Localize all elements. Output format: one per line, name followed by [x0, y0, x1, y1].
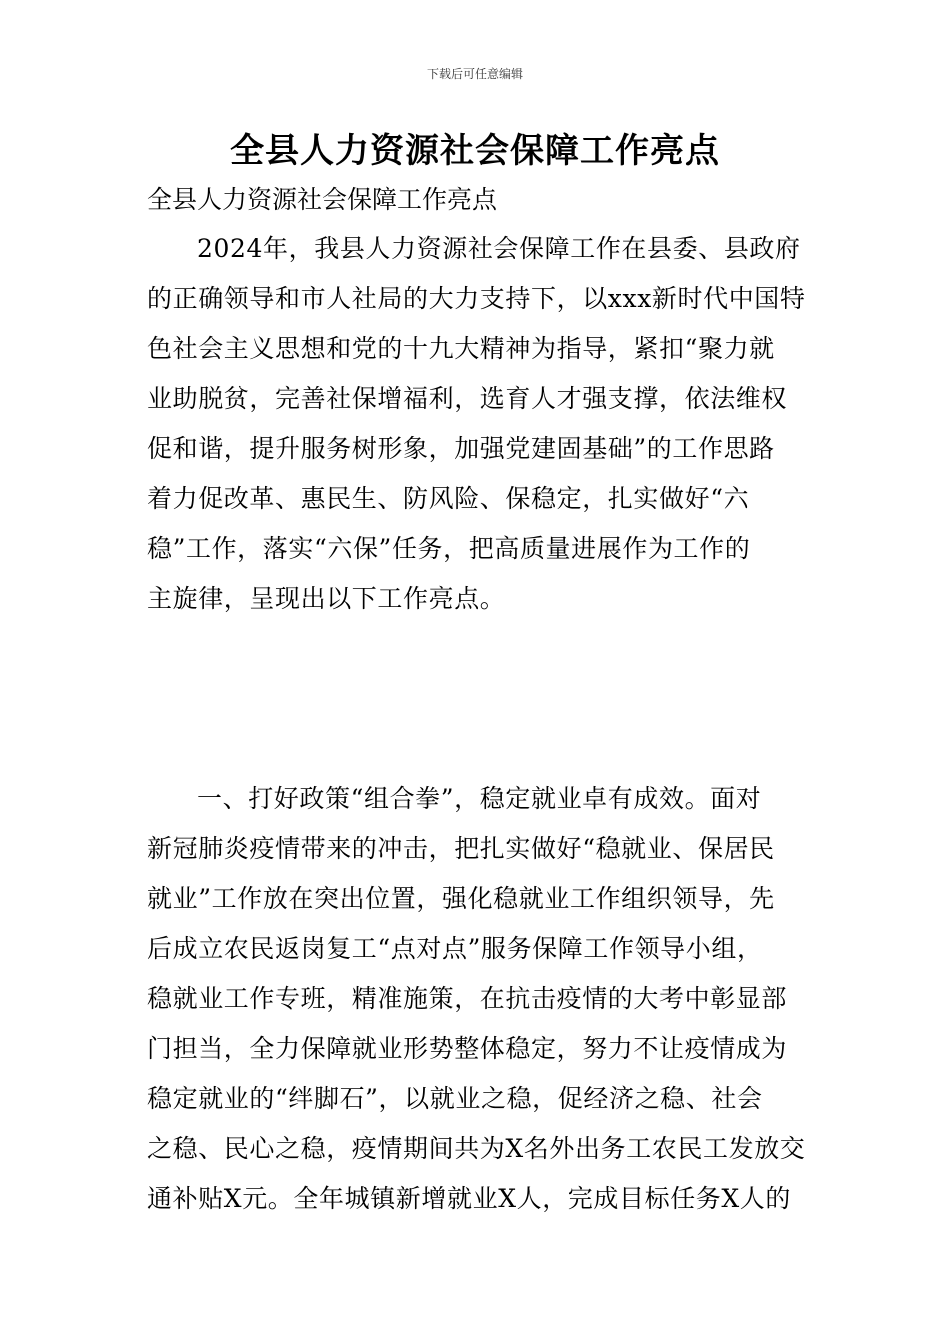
paragraph-line: 后成立农民返岗复工“点对点”服务保障工作领导小组，	[147, 934, 763, 963]
paragraph-line: 业助脱贫，完善社保增福利，选育人才强支撑，依法维权	[147, 384, 788, 413]
paragraph-intro	[147, 224, 806, 624]
paragraph-line: 着力促改革、惠民生、防风险、保稳定，扎实做好“六	[147, 484, 750, 513]
paragraph-line: 的正确领导和市人社局的大力支持下，以xxx新时代中国特	[147, 284, 806, 313]
document-subtitle: 全县人力资源社会保障工作亮点	[147, 185, 498, 214]
paragraph-line: 一、打好政策“组合拳”，稳定就业卓有成效。面对	[197, 784, 762, 813]
paragraph-line: 之稳、民心之稳，疫情期间共为X名外出务工农民工发放交	[147, 1134, 806, 1163]
paragraph-line: 门担当，全力保障就业形势整体稳定，努力不让疫情成为	[147, 1034, 788, 1063]
paragraph-line: 新冠肺炎疫情带来的冲击，把扎实做好“稳就业、保居民	[147, 834, 775, 863]
paragraph-line: 稳就业工作专班，精准施策，在抗击疫情的大考中彰显部	[147, 984, 788, 1013]
header-note: 下载后可任意编辑	[426, 67, 523, 81]
paragraph-line: 2024年，我县人力资源社会保障工作在县委、县政府	[197, 234, 801, 263]
document-title: 全县人力资源社会保障工作亮点	[230, 131, 720, 171]
paragraph-line: 就业”工作放在突出位置，强化稳就业工作组织领导，先	[147, 884, 775, 913]
paragraph-line: 色社会主义思想和党的十九大精神为指导，紧扣“聚力就	[147, 334, 775, 363]
paragraph-section-one	[147, 774, 806, 1224]
paragraph-line: 稳定就业的“绊脚石”，以就业之稳，促经济之稳、社会	[147, 1084, 763, 1113]
paragraph-line: 主旋律，呈现出以下工作亮点。	[147, 584, 506, 613]
paragraph-line: 稳”工作，落实“六保”任务，把高质量进展作为工作的	[147, 534, 751, 563]
paragraph-line: 促和谐，提升服务树形象，加强党建固基础”的工作思路	[147, 434, 775, 463]
paragraph-line: 通补贴X元。全年城镇新增就业X人，完成目标任务X人的	[147, 1184, 791, 1213]
